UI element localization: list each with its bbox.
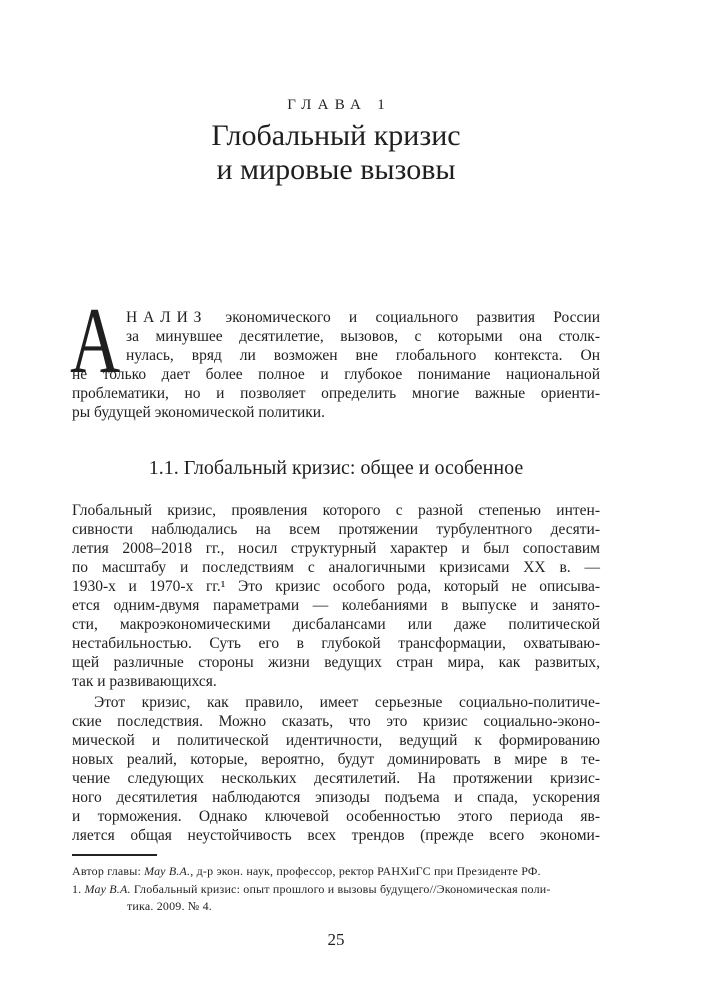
lead-word: НАЛИЗ <box>126 309 208 326</box>
chapter-title-line-1: Глобальный кризис <box>211 119 461 152</box>
text-line: ного десятилетия наблюдаются эпизоды подъема и спада, ускорения <box>72 789 600 806</box>
text-line: ские последствия. Можно сказать, что это кризис социально-эконо- <box>72 713 600 730</box>
text-line: нулась, вряд ли возможен вне глобального контекста. Он <box>126 347 600 364</box>
text-line: летия 2008–2018 гг., носил структурный характер и был сопоставим <box>72 540 600 557</box>
footnote-author-rest: , д-р экон. наук, профессор, ректор РАНХиГС при Президенте РФ. <box>190 864 541 878</box>
page-number: 25 <box>327 929 345 949</box>
text-line: щей различные стороны жизни ведущих стран мира, как развитых, <box>72 654 600 671</box>
chapter-title-line-2: и мировые вызовы <box>216 153 456 186</box>
footnote-author-name: Мау В.А. <box>144 864 191 878</box>
text-line: по масштабу и последствиям с аналогичными кризисами XX в. — <box>72 559 600 576</box>
footnotes <box>72 863 600 916</box>
text-line: 1930-х и 1970-х гг.¹ Это кризис особого рода, который не описыва- <box>72 578 600 595</box>
chapter-title <box>72 119 600 187</box>
text-line: не только дает более полное и глубокое понимание национальной <box>72 366 600 383</box>
text-line: проблематики, но и позволяет определить многие важные ориенти- <box>72 385 600 402</box>
footnote-1-number: 1. <box>72 881 85 896</box>
footnote-1 <box>72 881 600 899</box>
footnote-1-name: Мау В.А. <box>84 881 131 896</box>
section-heading: 1.1. Глобальный кризис: общее и особенное <box>148 457 524 479</box>
text-line: мической и политической идентичности, ведущий к формированию <box>72 732 600 749</box>
text-line: ется одним-двумя параметрами — колебаниями в выпуске и занято- <box>72 597 600 614</box>
text-line: нестабильностью. Суть его в глубокой трансформации, охватываю- <box>72 635 600 652</box>
footnote-rule <box>72 854 157 856</box>
text-line: так и развивающихся. <box>72 673 217 690</box>
footnote-1-continuation: тика. 2009. № 4. <box>127 899 212 913</box>
text-column <box>72 0 600 950</box>
text-line: за минувшее десятилетие, вызовов, с которыми она столк- <box>126 328 600 345</box>
lead-line-rest: экономического и социального развития России <box>207 309 600 326</box>
text-line: ры будущей экономической политики. <box>72 404 325 421</box>
body-paragraph-2 <box>72 693 600 845</box>
text-line: сивности наблюдались на всем протяжении турбулентного десяти- <box>72 521 600 538</box>
text-line: ляется общая неустойчивость всех трендов (прежде всего экономи- <box>72 827 600 844</box>
intro-paragraph <box>70 289 600 422</box>
drop-cap <box>70 289 126 393</box>
footnote-author-prefix: Автор главы: <box>72 864 145 878</box>
chapter-label: ГЛАВА 1 <box>287 97 392 113</box>
text-line: сти, макроэкономическими дисбалансами или даже политической <box>72 616 600 633</box>
text-line: чение следующих нескольких десятилетий. На протяжении кризис- <box>72 770 600 787</box>
text-line <box>72 308 600 327</box>
text-line: и торможения. Однако ключевой особенностью этого периода яв- <box>72 808 600 825</box>
drop-cap-letter: А <box>70 289 121 393</box>
body-paragraph-1 <box>72 501 600 691</box>
footnote-author <box>72 863 600 881</box>
text-line: новых реалий, которые, вероятно, будут доминировать в мире в те- <box>72 751 600 768</box>
text-line: Этот кризис, как правило, имеет серьезные социально-политиче- <box>94 694 600 711</box>
text-line: Глобальный кризис, проявления которого с разной степенью интен- <box>72 502 600 519</box>
footnote-1-rest: Глобальный кризис: опыт прошлого и вызовы будущего//Экономическая поли- <box>130 881 551 896</box>
